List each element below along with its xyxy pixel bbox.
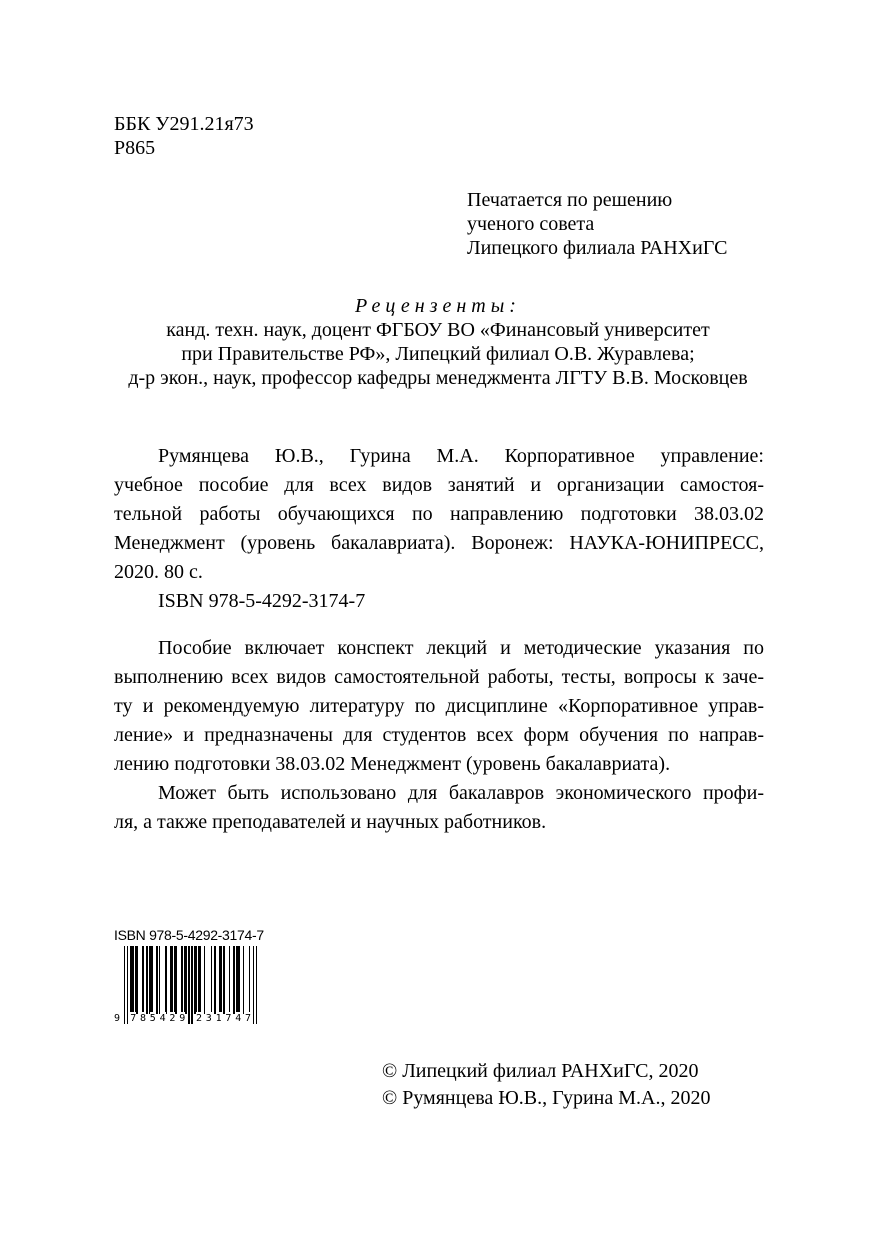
- barcode-bar: [186, 946, 187, 1014]
- bbk-code: ББК У291.21я73: [114, 113, 254, 135]
- abstract: [114, 634, 764, 837]
- barcode-bar: [166, 946, 167, 1014]
- abstract-line: ление» и предназначены для студентов всех форм обучения по направ-: [114, 724, 764, 746]
- barcode-digit: 8: [140, 1013, 147, 1024]
- barcode-bar: [214, 946, 215, 1014]
- abstract-line: Пособие включает конспект лекций и методические указания по: [158, 637, 764, 659]
- barcode-bar: [198, 946, 199, 1014]
- copyright-line: © Липецкий филиал РАНХиГС, 2020: [382, 1060, 699, 1082]
- barcode-digit: 2: [196, 1013, 203, 1024]
- barcode-digit: 7: [245, 1013, 252, 1024]
- barcode-bar: [165, 946, 166, 1014]
- print-note-line: Печатается по решению: [467, 189, 673, 211]
- barcode-bar: [156, 946, 157, 1014]
- abstract-line: ту и рекомендуемую литературу по дисциплине «Корпоративное управ-: [114, 695, 764, 717]
- barcode-bar: [152, 946, 153, 1014]
- barcode-bar: [211, 946, 212, 1014]
- barcode-bar: [184, 946, 185, 1014]
- barcode-digit: 9: [179, 1013, 186, 1024]
- barcode-bar: [243, 946, 244, 1014]
- bib-line: Менеджмент (уровень бакалавриата). Воронеж: НАУКА-ЮНИПРЕСС,: [114, 532, 764, 554]
- bib-line: Румянцева Ю.В., Гурина М.А. Корпоративное управление:: [158, 445, 764, 467]
- barcode-digit: 4: [235, 1013, 242, 1024]
- barcode-digit: 1: [215, 1013, 222, 1024]
- bib-line: 2020. 80 с.: [114, 561, 203, 583]
- barcode-bar: [151, 946, 152, 1014]
- copyright-line: © Румянцева Ю.В., Гурина М.А., 2020: [382, 1087, 711, 1109]
- barcode-bar: [233, 946, 234, 1014]
- barcode-bar: [200, 946, 201, 1014]
- barcode-bar: [135, 946, 136, 1014]
- barcode-digit: 7: [130, 1013, 137, 1024]
- abstract-line: лению подготовки 38.03.02 Менеджмент (уровень бакалавриата).: [114, 753, 671, 775]
- barcode-bar: [223, 946, 224, 1014]
- abstract-line: Может быть использовано для бакалавров экономического профи-: [158, 782, 764, 804]
- barcode-bar: [174, 946, 175, 1014]
- barcode-bar: [237, 946, 238, 1014]
- author-mark: Р865: [114, 137, 156, 159]
- barcode-bar: [195, 946, 196, 1014]
- reviewer-line: д-р экон., наук, профессор кафедры менеджмента ЛГТУ В.В. Московцев: [128, 367, 748, 389]
- barcode-bar: [236, 946, 237, 1014]
- isbn-barcode: [114, 926, 274, 1024]
- barcode-bar: [204, 946, 205, 1014]
- barcode-bar: [176, 946, 177, 1014]
- bib-line: учебное пособие для всех видов занятий и организации самостоя-: [114, 474, 764, 496]
- barcode-digit: 9: [114, 1013, 121, 1024]
- barcode-bar: [239, 946, 240, 1014]
- bbk-header: [114, 112, 254, 160]
- barcode-bar: [131, 946, 132, 1014]
- barcode-bar: [181, 946, 182, 1014]
- barcode-bar: [229, 946, 230, 1014]
- barcode-digit: 4: [159, 1013, 166, 1024]
- barcode-digit: 3: [205, 1013, 212, 1024]
- abstract-line: выполнению всех видов самостоятельной работы, тесты, вопросы к заче-: [114, 666, 764, 688]
- barcode-bar: [146, 946, 147, 1014]
- barcode-bar: [249, 946, 250, 1014]
- barcode-bar: [132, 946, 133, 1014]
- bibliographic-description: [114, 442, 764, 616]
- barcode-isbn-label: ISBN 978-5-4292-3174-7: [114, 927, 264, 943]
- print-note-line: Липецкого филиала РАНХиГС: [467, 237, 728, 259]
- reviewers-title: Рецензенты:: [355, 295, 521, 317]
- bib-isbn: ISBN 978-5-4292-3174-7: [158, 590, 366, 612]
- barcode-bar: [170, 946, 171, 1014]
- barcode-bar: [137, 946, 138, 1014]
- abstract-line: ля, а также преподавателей и научных работников.: [114, 811, 547, 833]
- barcode-digit: 2: [169, 1013, 176, 1024]
- barcode-digit: 7: [225, 1013, 232, 1024]
- reviewer-line: канд. техн. наук, доцент ФГБОУ ВО «Финансовый университет: [166, 319, 710, 341]
- barcode-bar: [219, 946, 220, 1014]
- barcode-bar: [172, 946, 173, 1014]
- barcode-bar: [142, 946, 143, 1014]
- barcode-bar: [130, 946, 131, 1014]
- reviewers-block: [0, 294, 876, 390]
- copyright-block: [382, 1058, 710, 1112]
- barcode-bar: [215, 946, 216, 1014]
- barcode-bars: [114, 946, 260, 1024]
- barcode-bar: [149, 946, 150, 1014]
- barcode-bar: [159, 946, 160, 1014]
- barcode-digits: [114, 1012, 260, 1026]
- reviewer-line: при Правительстве РФ», Липецкий филиал О.В. Журавлева;: [181, 343, 695, 365]
- print-note-line: ученого совета: [467, 213, 595, 235]
- barcode-bar: [194, 946, 195, 1014]
- barcode-bar: [221, 946, 222, 1014]
- barcode-digit: 5: [149, 1013, 156, 1024]
- bib-line: тельной работы обучающихся по направлению подготовки 38.03.02: [114, 503, 764, 525]
- print-approval-note: [467, 188, 727, 260]
